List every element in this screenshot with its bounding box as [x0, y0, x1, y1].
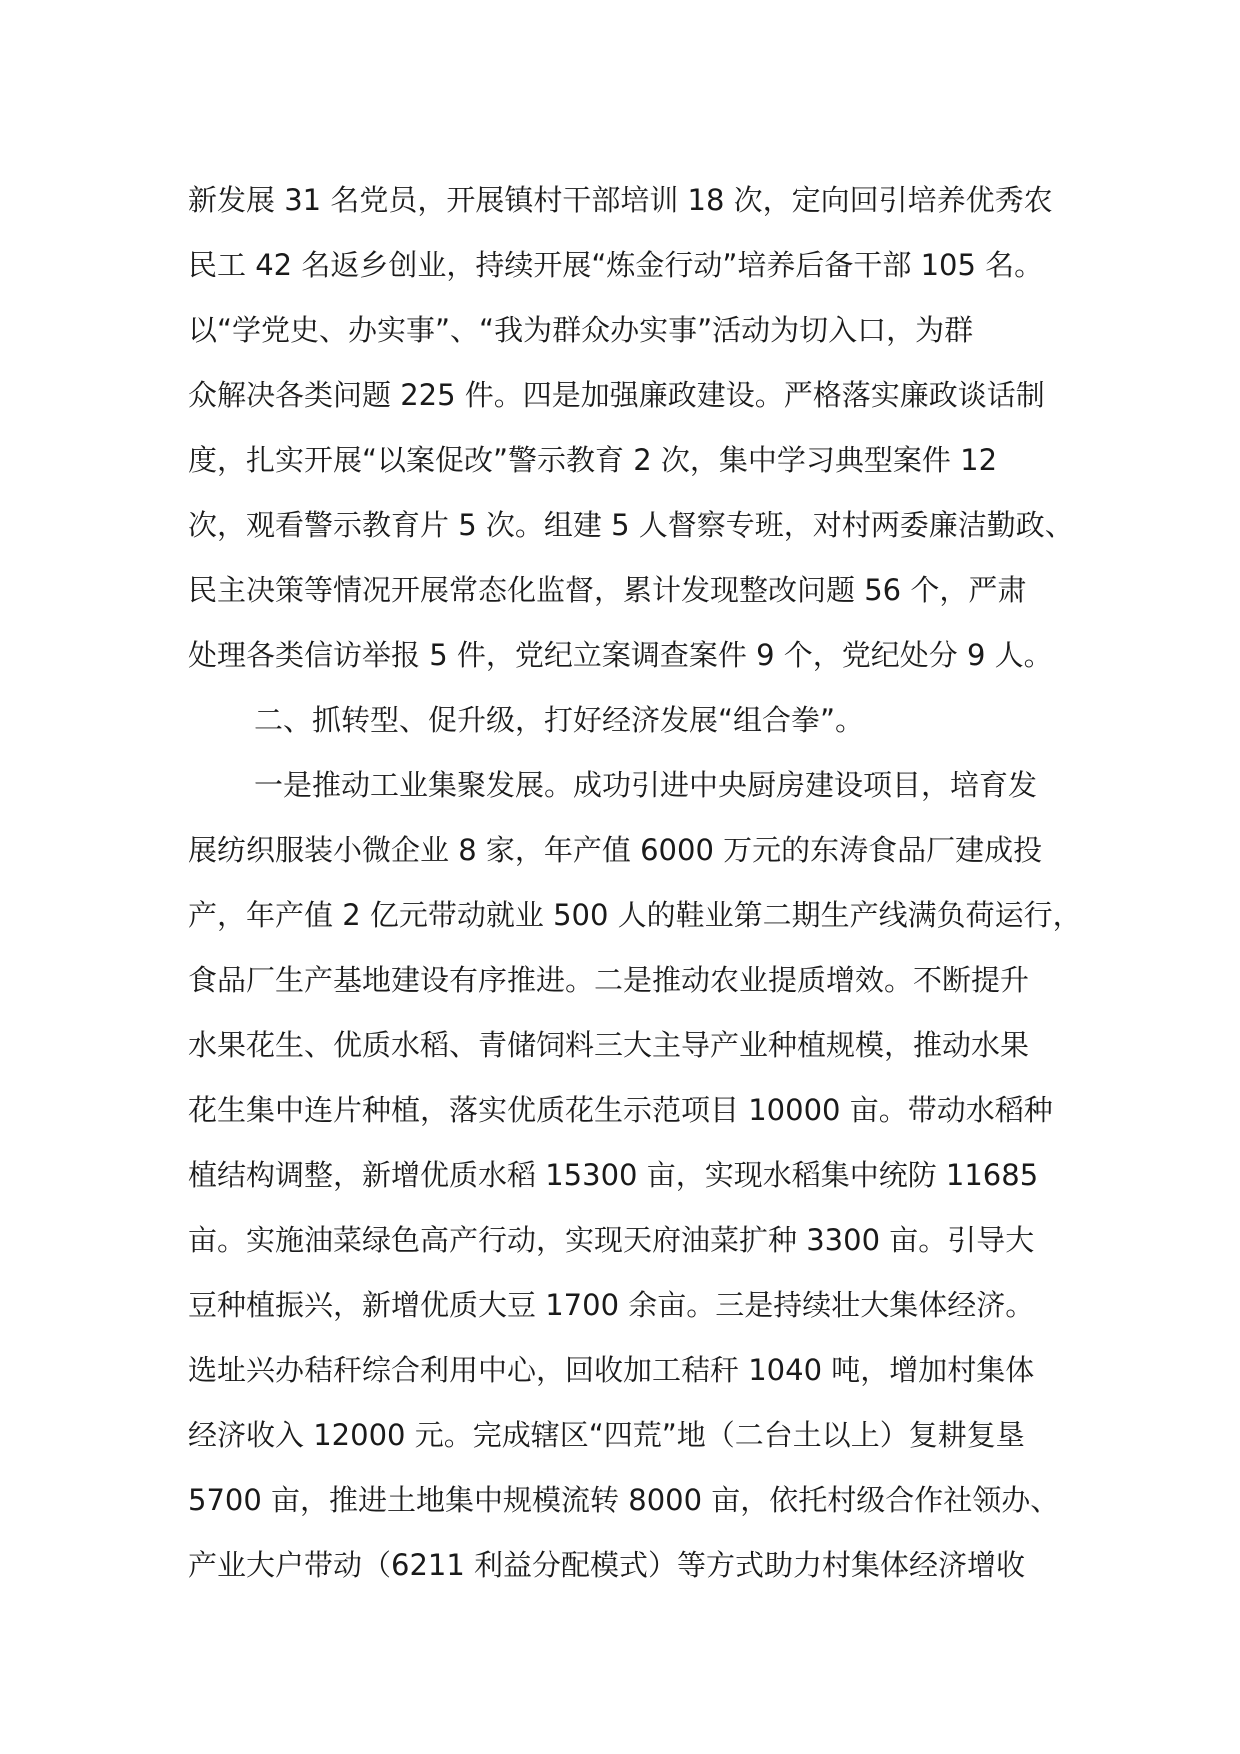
text-line: 食品厂生产基地建设有序推进。二是推动农业提质增效。不断提升 — [188, 963, 1030, 997]
text-line: 选址兴办秸秆综合利用中心，回收加工秸秆 1040 吨，增加村集体 — [188, 1353, 1035, 1387]
text-line: 产业大户带动（6211 利益分配模式）等方式助力村集体经济增收 — [188, 1548, 1026, 1582]
text-line: 植结构调整，新增优质水稻 15300 亩，实现水稻集中统防 11685 — [188, 1158, 1039, 1192]
text-line: 处理各类信访举报 5 件，党纪立案调查案件 9 个，党纪处分 9 人。 — [188, 638, 1053, 672]
text-line: 产，年产值 2 亿元带动就业 500 人的鞋业第二期生产线满负荷运行， — [188, 898, 1082, 932]
text-line: 度，扎实开展“以案促改”警示教育 2 次，集中学习典型案件 12 — [188, 443, 998, 477]
text-line: 新发展 31 名党员，开展镇村干部培训 18 次，定向回引培养优秀农 — [188, 183, 1053, 217]
text-line: 展纺织服装小微企业 8 家，年产值 6000 万元的东涛食品厂建成投 — [188, 833, 1043, 867]
text-line: 民主决策等情况开展常态化监督，累计发现整改问题 56 个，严肃 — [188, 573, 1027, 607]
body-text — [188, 168, 1088, 1598]
text-line: 水果花生、优质水稻、青储饲料三大主导产业种植规模，推动水果 — [188, 1028, 1030, 1062]
text-line: 次，观看警示教育片 5 次。组建 5 人督察专班，对村两委廉洁勤政、 — [188, 508, 1074, 542]
section-heading: 二、抓转型、促升级，打好经济发展“组合拳”。 — [254, 703, 865, 737]
text-line: 一是推动工业集聚发展。成功引进中央厨房建设项目，培育发 — [254, 768, 1038, 802]
text-line: 亩。实施油菜绿色高产行动，实现天府油菜扩种 3300 亩。引导大 — [188, 1223, 1035, 1257]
text-line: 豆种植振兴，新增优质大豆 1700 余亩。三是持续壮大集体经济。 — [188, 1288, 1035, 1322]
text-line: 花生集中连片种植，落实优质花生示范项目 10000 亩。带动水稻种 — [188, 1093, 1053, 1127]
text-line: 5700 亩，推进土地集中规模流转 8000 亩，依托村级合作社领办、 — [188, 1483, 1060, 1517]
text-line: 众解决各类问题 225 件。四是加强廉政建设。严格落实廉政谈话制 — [188, 378, 1045, 412]
text-line: 经济收入 12000 元。完成辖区“四荒”地（二台土以上）复耕复垦 — [188, 1418, 1025, 1452]
text-line: 以“学党史、办实事”、“我为群众办实事”活动为切入口，为群 — [188, 313, 974, 347]
text-line: 民工 42 名返乡创业，持续开展“炼金行动”培养后备干部 105 名。 — [188, 248, 1044, 282]
